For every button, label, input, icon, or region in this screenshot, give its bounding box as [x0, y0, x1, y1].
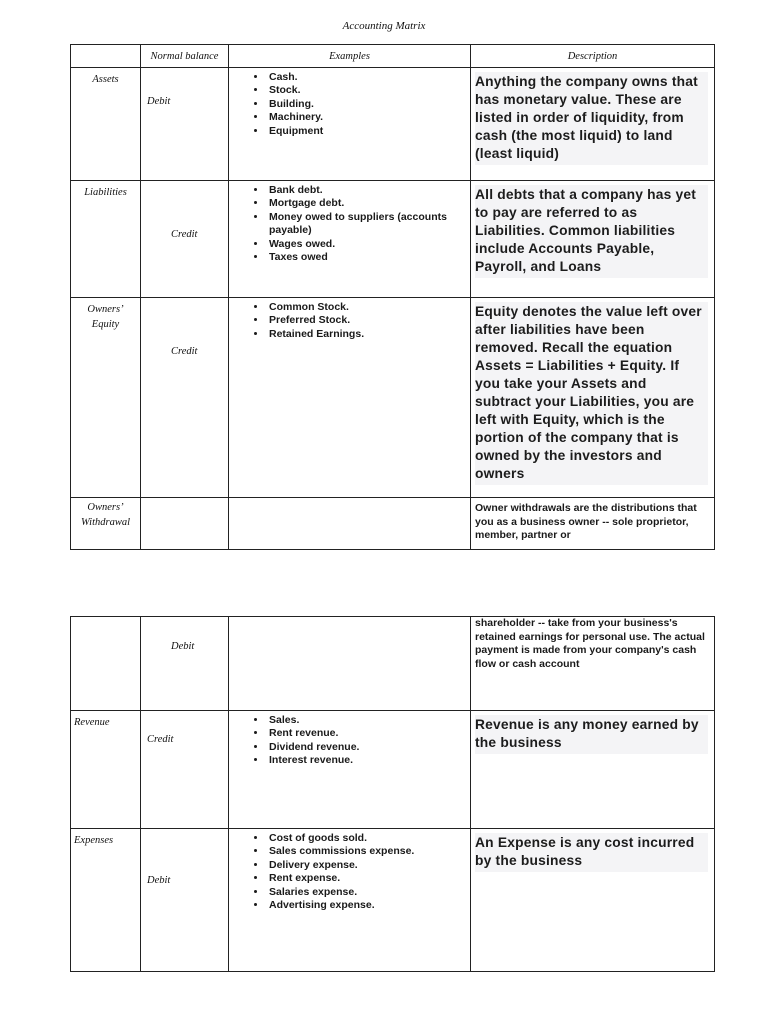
examples-cell [229, 181, 471, 298]
balance-cell [141, 829, 229, 972]
balance-revenue: Credit [147, 734, 174, 745]
category-line: Owners’ [87, 304, 124, 315]
description-liabilities: All debts that a company has yet to pay are referred to as Liabilities. Common liabilities include Accounts Payable, Payroll, and Loans [475, 185, 708, 278]
header-category [71, 45, 141, 68]
list-item: • Sales. [267, 714, 470, 727]
balance-cell [141, 298, 229, 498]
list-item: • Wages owed. [267, 238, 470, 251]
list-item: • Building. [267, 98, 470, 111]
balance-expenses: Debit [147, 875, 171, 886]
description-owners-equity: Equity denotes the value left over after liabilities have been removed. Recall the equation Assets = Liabilities + Equity. If you take your Assets and subtract your Liabilities, you are left with Equity, which is the portion of the company that is owned by the investors and owners [475, 302, 708, 485]
list-item: • Money owed to suppliers (accounts payable) [267, 211, 470, 238]
category-owners-withdrawal [71, 500, 140, 530]
description-owners-withdrawal-part-1: Owner withdrawals are the distributions that you as a business owner -- sole proprietor, member, partner or [475, 502, 697, 542]
description-cell [471, 181, 715, 298]
examples-cell [229, 829, 471, 972]
balance-cell [141, 711, 229, 829]
table-row-liabilities [71, 181, 715, 298]
header-examples: Examples [229, 45, 471, 68]
list-item: • Delivery expense. [267, 859, 470, 872]
list-item: • Common Stock. [267, 301, 470, 314]
list-item: • Stock. [267, 84, 470, 97]
category-cell [71, 181, 141, 298]
table-row-withdrawal-continued [71, 617, 715, 711]
description-cell [471, 617, 715, 711]
category-cell [71, 711, 141, 829]
description-cell [471, 498, 715, 550]
category-assets: Assets [92, 74, 119, 85]
list-item: • Equipment [267, 125, 470, 138]
examples-list-expenses [229, 832, 470, 912]
examples-list-revenue [229, 714, 470, 768]
description-expenses: An Expense is any cost incurred by the business [475, 833, 708, 872]
category-line: Withdrawal [80, 517, 130, 528]
category-owners-equity [71, 302, 140, 332]
category-cell [71, 617, 141, 711]
list-item: • Dividend revenue. [267, 741, 470, 754]
examples-list-assets [229, 71, 470, 138]
balance-cell [141, 498, 229, 550]
document-title: Accounting Matrix [342, 20, 426, 32]
examples-cell [229, 617, 471, 711]
category-cell [71, 298, 141, 498]
balance-owners-equity: Credit [171, 346, 198, 357]
category-line: Equity [91, 319, 120, 330]
description-cell [471, 298, 715, 498]
balance-cell [141, 181, 229, 298]
list-item: • Salaries expense. [267, 886, 470, 899]
table-row-expenses [71, 829, 715, 972]
table-row-owners-equity [71, 298, 715, 498]
list-item: • Bank debt. [267, 184, 470, 197]
description-cell [471, 829, 715, 972]
category-liabilities: Liabilities [84, 187, 127, 198]
balance-owners-withdrawal: Debit [171, 641, 195, 652]
list-item: • Machinery. [267, 111, 470, 124]
accounting-matrix-table-page-1 [70, 44, 715, 550]
category-cell [71, 498, 141, 550]
list-item: • Preferred Stock. [267, 314, 470, 327]
category-cell [71, 829, 141, 972]
examples-cell [229, 498, 471, 550]
list-item: • Retained Earnings. [267, 328, 470, 341]
category-cell [71, 68, 141, 181]
list-item: • Interest revenue. [267, 754, 470, 767]
examples-cell [229, 298, 471, 498]
header-row [71, 45, 715, 68]
accounting-matrix-table-page-2 [70, 616, 715, 972]
description-assets: Anything the company owns that has monetary value. These are listed in order of liquidity, from cash (the most liquid) to land (least liquid) [475, 72, 708, 165]
description-cell [471, 711, 715, 829]
list-item: • Taxes owed [267, 251, 470, 264]
list-item: • Rent revenue. [267, 727, 470, 740]
list-item: • Sales commissions expense. [267, 845, 470, 858]
list-item: • Cash. [267, 71, 470, 84]
examples-cell [229, 711, 471, 829]
examples-list-owners-equity [229, 301, 470, 341]
description-owners-withdrawal-part-2: shareholder -- take from your business's retained earnings for personal use. The actual payment is made from your company's cash flow or cash account [475, 617, 705, 670]
list-item: • Cost of goods sold. [267, 832, 470, 845]
description-cell [471, 68, 715, 181]
balance-cell [141, 617, 229, 711]
table-row-assets [71, 68, 715, 181]
header-normal-balance: Normal balance [141, 45, 229, 68]
category-line: Owners’ [87, 502, 124, 513]
balance-cell [141, 68, 229, 181]
list-item: • Mortgage debt. [267, 197, 470, 210]
table-row-owners-withdrawal [71, 498, 715, 550]
examples-cell [229, 68, 471, 181]
balance-assets: Debit [147, 96, 171, 107]
table-row-revenue [71, 711, 715, 829]
category-expenses: Expenses [74, 835, 114, 846]
header-description: Description [471, 45, 715, 68]
description-revenue: Revenue is any money earned by the business [475, 715, 708, 754]
examples-list-liabilities [229, 184, 470, 264]
list-item: • Rent expense. [267, 872, 470, 885]
list-item: • Advertising expense. [267, 899, 470, 912]
category-revenue: Revenue [74, 717, 110, 728]
balance-liabilities: Credit [171, 229, 198, 240]
